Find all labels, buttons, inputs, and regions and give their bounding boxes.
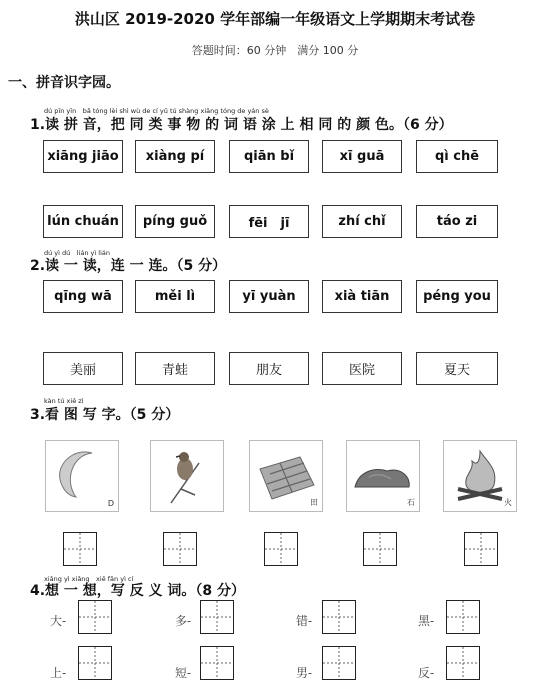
bird-on-branch-icon — [150, 440, 224, 512]
stone-icon — [346, 440, 420, 512]
antonym-prompt: 短- — [175, 666, 192, 680]
pinyin-box[interactable]: yī yuàn — [229, 280, 309, 313]
exam-info: 答题时间：60 分钟 满分 100 分 — [191, 44, 359, 57]
antonym-prompt: 反- — [418, 666, 435, 680]
antonym-prompt: 多- — [175, 614, 192, 628]
q4-label: 4.想 一 想，写 反 义 词。（8 分） — [30, 583, 246, 599]
section-title: 一、拼音识字园。 — [8, 75, 120, 91]
writing-grid[interactable] — [63, 532, 97, 566]
pinyin-box[interactable]: zhí chǐ — [322, 205, 402, 238]
pinyin-box[interactable]: táo zi — [416, 205, 498, 238]
pinyin-box[interactable]: lún chuán — [43, 205, 123, 238]
hanzi-box[interactable]: 夏天 — [416, 352, 498, 385]
writing-grid[interactable] — [464, 532, 498, 566]
field-icon — [249, 440, 323, 512]
pinyin-box[interactable]: péng you — [416, 280, 498, 313]
antonym-prompt: 男- — [296, 666, 313, 680]
pinyin-box[interactable]: měi lì — [135, 280, 215, 313]
writing-grid[interactable] — [163, 532, 197, 566]
hanzi-box[interactable]: 青蛙 — [135, 352, 215, 385]
picture-hint: 火 — [504, 498, 512, 507]
q3-label: 3.看 图 写 字。（5 分） — [30, 407, 180, 423]
fire-icon — [443, 440, 517, 512]
hanzi-box[interactable]: 医院 — [322, 352, 402, 385]
q4-pinyin: xiǎng yì xiǎng xiě fǎn yì cí — [44, 575, 134, 583]
writing-grid[interactable] — [446, 600, 480, 634]
pinyin-box[interactable]: xiāng jiāo — [43, 140, 123, 173]
writing-grid[interactable] — [322, 646, 356, 680]
q1-pinyin: dú pīn yīn bǎ tóng lèi shì wù de cí yǔ tú shàng xiāng tóng de yán sè — [44, 107, 269, 115]
pinyin-box[interactable]: píng guǒ — [135, 205, 215, 238]
writing-grid[interactable] — [363, 532, 397, 566]
page-title: 洪山区 2019-2020 学年部编一年级语文上学期期末考试卷 — [74, 10, 476, 28]
pinyin-box[interactable]: xī guā — [322, 140, 402, 173]
pinyin-box[interactable]: qīng wā — [43, 280, 123, 313]
antonym-prompt: 黑- — [418, 614, 435, 628]
hanzi-box[interactable]: 朋友 — [229, 352, 309, 385]
pinyin-box[interactable]: fēi jī — [229, 205, 309, 238]
antonym-prompt: 上- — [50, 666, 67, 680]
pinyin-box[interactable]: qiān bǐ — [229, 140, 309, 173]
pinyin-box[interactable]: xiàng pí — [135, 140, 215, 173]
q2-pinyin: dú yì dú lián yì lián — [44, 249, 110, 257]
picture-hint: 石 — [407, 498, 415, 507]
q1-label: 1.读 拼 音，把 同 类 事 物 的 词 语 涂 上 相 同 的 颜 色。（6 分） — [30, 117, 453, 133]
picture-hint: 田 — [310, 498, 318, 507]
writing-grid[interactable] — [78, 646, 112, 680]
hanzi-box[interactable]: 美丽 — [43, 352, 123, 385]
writing-grid[interactable] — [200, 600, 234, 634]
pinyin-box[interactable]: xià tiān — [322, 280, 402, 313]
moon-icon — [45, 440, 119, 512]
picture-hint: D — [107, 499, 114, 508]
writing-grid[interactable] — [264, 532, 298, 566]
pinyin-box[interactable]: qì chē — [416, 140, 498, 173]
antonym-prompt: 大- — [50, 614, 67, 628]
antonym-prompt: 错- — [296, 614, 313, 628]
q3-pinyin: kàn tú xiě zì — [44, 397, 84, 405]
q2-label: 2.读 一 读，连 一 连。（5 分） — [30, 258, 227, 274]
writing-grid[interactable] — [322, 600, 356, 634]
writing-grid[interactable] — [446, 646, 480, 680]
writing-grid[interactable] — [78, 600, 112, 634]
writing-grid[interactable] — [200, 646, 234, 680]
